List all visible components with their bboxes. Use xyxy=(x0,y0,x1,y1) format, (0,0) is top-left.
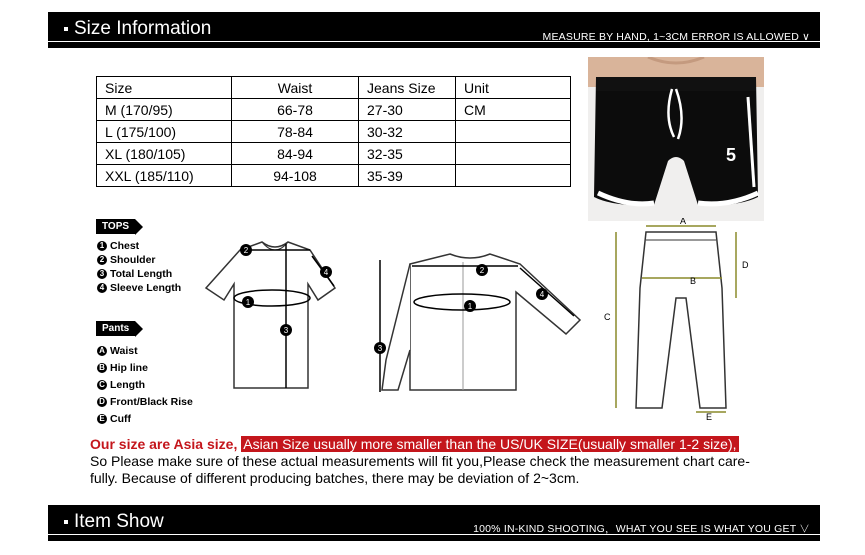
legend-label: Front/Black Rise xyxy=(110,396,193,408)
letter-badge: B xyxy=(97,363,107,373)
shorts-illustration xyxy=(588,57,764,221)
bullet-icon xyxy=(64,27,68,31)
legend-item xyxy=(97,281,181,295)
header-cell: Jeans Size xyxy=(359,77,456,99)
table-cell: 94-108 xyxy=(232,165,359,187)
table-row xyxy=(97,165,571,187)
shirt-marker: 3 xyxy=(377,344,383,353)
letter-badge: C xyxy=(97,380,107,390)
section-header-item-show xyxy=(48,505,820,541)
shirt-marker: 4 xyxy=(539,290,545,299)
legend-item xyxy=(97,343,193,360)
measure-note: MEASURE BY HAND, 1~3CM ERROR IS ALLOWED ∨ xyxy=(542,31,810,43)
table-cell: CM xyxy=(456,99,571,121)
legend-item xyxy=(97,360,193,377)
tshirt-marker: 3 xyxy=(283,326,289,335)
table-cell xyxy=(456,143,571,165)
pants-marker: A xyxy=(680,218,687,226)
pants-legend xyxy=(97,343,193,428)
legend-label: Length xyxy=(110,379,145,391)
header-cell: Size xyxy=(97,77,232,99)
legend-item xyxy=(97,253,181,267)
section-title-text: Item Show xyxy=(74,511,164,532)
legend-item xyxy=(97,239,181,253)
table-cell: L (175/100) xyxy=(97,121,232,143)
shooting-note: 100% IN-KIND SHOOTING，WHAT YOU SEE IS WHAT YOU GET ∨ xyxy=(473,523,810,535)
pants-marker: B xyxy=(690,276,697,286)
number-badge: 3 xyxy=(97,269,107,279)
table-cell: 84-94 xyxy=(232,143,359,165)
tshirt-marker: 2 xyxy=(243,246,249,255)
table-cell: M (170/95) xyxy=(97,99,232,121)
bullet-icon xyxy=(64,520,68,524)
shorts-number: 5 xyxy=(726,145,737,165)
legend-item xyxy=(97,267,181,281)
legend-item xyxy=(97,377,193,394)
table-cell: XXL (185/110) xyxy=(97,165,232,187)
table-cell xyxy=(456,121,571,143)
table-cell: 35-39 xyxy=(359,165,456,187)
header-cell: Unit xyxy=(456,77,571,99)
pants-marker: C xyxy=(604,312,611,322)
tops-legend xyxy=(97,239,181,295)
table-row xyxy=(97,121,571,143)
letter-badge: D xyxy=(97,397,107,407)
legend-label: Cuff xyxy=(110,413,131,425)
table-cell: 30-32 xyxy=(359,121,456,143)
number-badge: 2 xyxy=(97,255,107,265)
tshirt-diagram xyxy=(200,228,350,396)
section-title xyxy=(64,18,211,40)
pants-tag: Pants xyxy=(96,321,135,336)
pants-marker: E xyxy=(706,412,713,422)
shirt-marker: 1 xyxy=(467,302,473,311)
number-badge: 4 xyxy=(97,283,107,293)
legend-label: Sleeve Length xyxy=(110,282,182,294)
shirt-diagram xyxy=(370,240,585,400)
number-badge: 1 xyxy=(97,241,107,251)
legend-label: Waist xyxy=(110,345,138,357)
tshirt-marker: 1 xyxy=(245,298,251,307)
section-title-text: Size Information xyxy=(74,18,212,39)
notice-line-3: fully. Because of different producing batches, there may be deviation of 2~3cm. xyxy=(90,470,580,486)
tops-tag: TOPS xyxy=(96,219,135,234)
letter-badge: E xyxy=(97,414,107,424)
section-title xyxy=(64,511,164,533)
legend-item xyxy=(97,411,193,428)
letter-badge: A xyxy=(97,346,107,356)
section-header-size-information xyxy=(48,12,820,48)
notice-highlight: Asian Size usually more smaller than the US/UK SIZE(usually smaller 1-2 size), xyxy=(243,436,737,452)
table-row xyxy=(97,143,571,165)
table-cell xyxy=(456,165,571,187)
legend-item xyxy=(97,394,193,411)
tshirt-marker: 4 xyxy=(323,268,329,277)
legend-label: Hip line xyxy=(110,362,148,374)
size-table xyxy=(96,76,571,187)
table-row xyxy=(97,99,571,121)
legend-label: Chest xyxy=(110,240,140,252)
notice-line-2: So Please make sure of these actual measurements will fit you,Please check the measurement chart care- xyxy=(90,453,750,469)
header-cell: Waist xyxy=(232,77,359,99)
size-notice xyxy=(90,436,790,487)
table-cell: 32-35 xyxy=(359,143,456,165)
table-cell: 78-84 xyxy=(232,121,359,143)
legend-label: Total Length xyxy=(110,268,173,280)
legend-label: Shoulder xyxy=(110,254,156,266)
shorts-photo xyxy=(588,57,764,221)
shirt-marker: 2 xyxy=(479,266,485,275)
pants-diagram xyxy=(596,218,776,422)
notice-line-1 xyxy=(90,436,790,453)
table-cell: XL (180/105) xyxy=(97,143,232,165)
table-header-row xyxy=(97,77,571,99)
notice-red: Our size are Asia size, xyxy=(90,436,238,452)
table-cell: 27-30 xyxy=(359,99,456,121)
pants-marker: D xyxy=(742,260,749,270)
table-cell: 66-78 xyxy=(232,99,359,121)
